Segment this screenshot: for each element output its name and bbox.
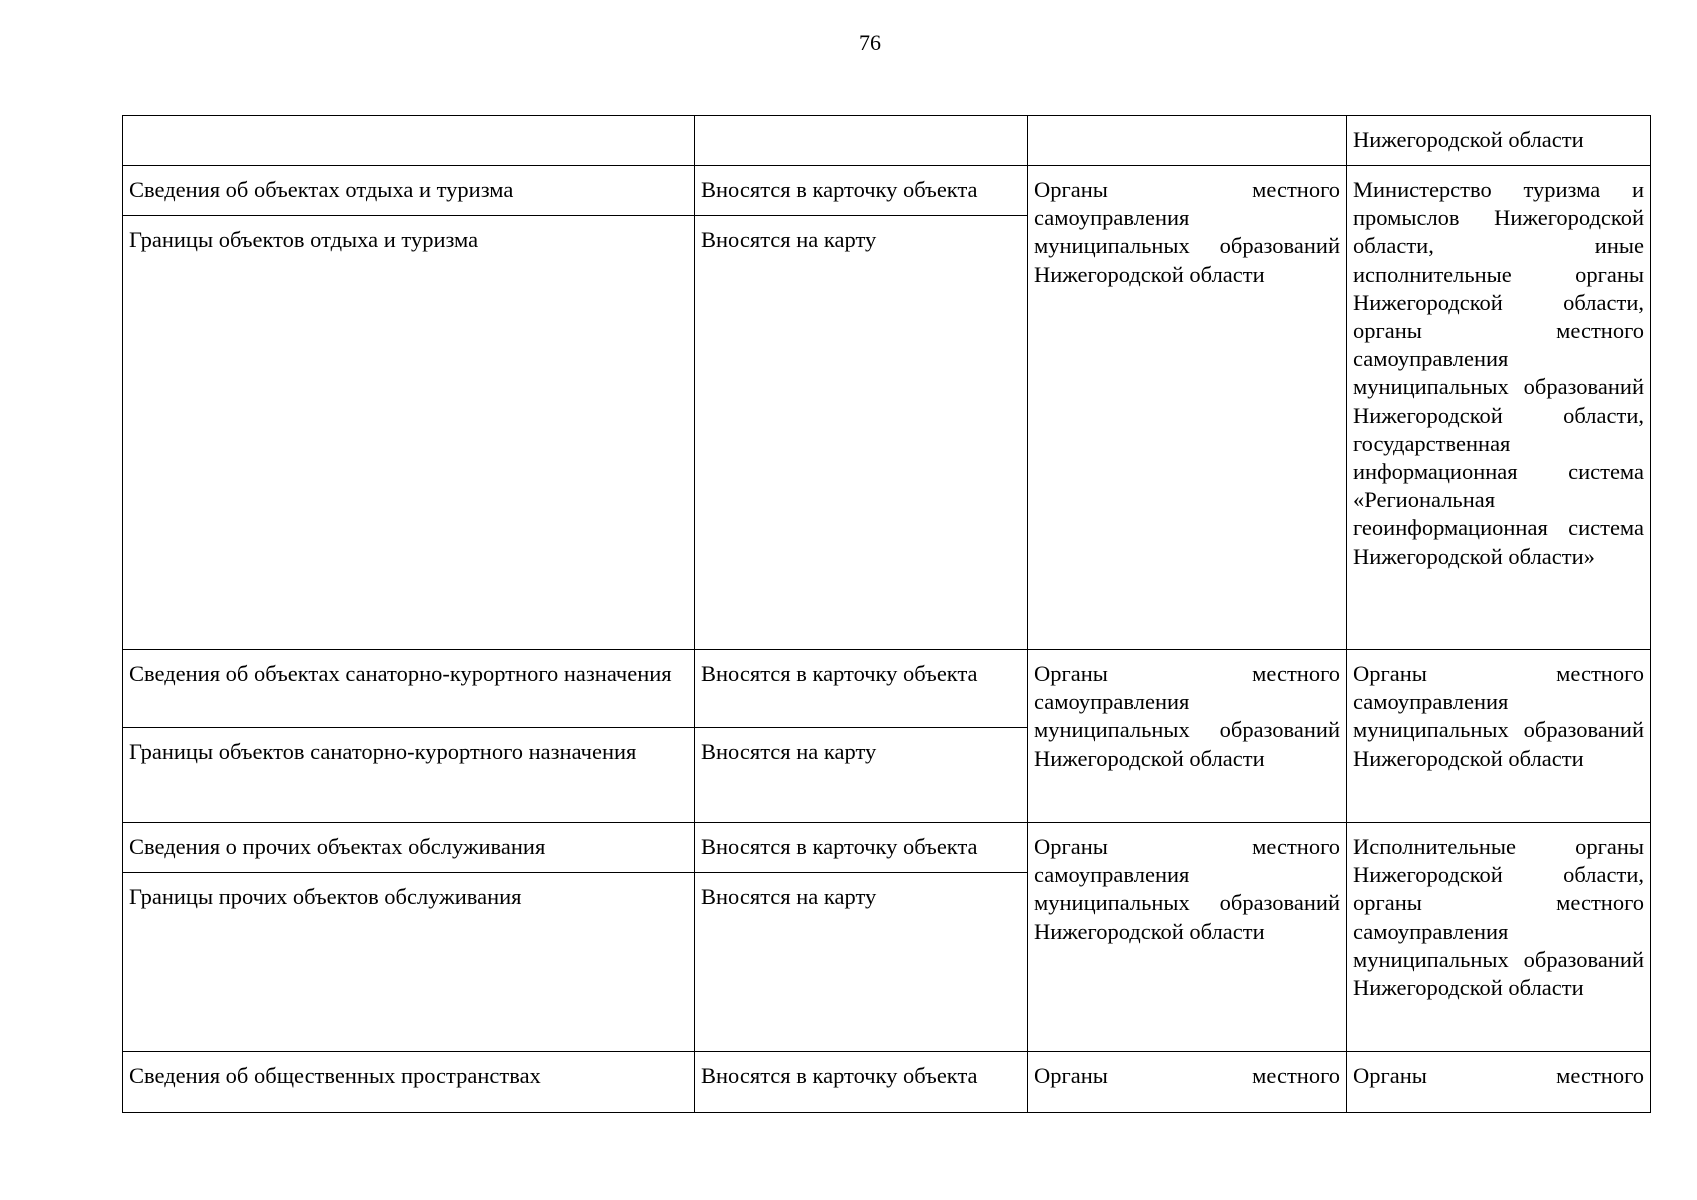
- table-row: [123, 1052, 1651, 1113]
- page-number: 76: [859, 30, 881, 55]
- table-cell: Вносятся в карточку объекта: [695, 1052, 1028, 1113]
- table-cell: Органы местного самоуправления муниципальных образований Нижегородской области: [1347, 650, 1651, 823]
- table-cell: [1028, 1052, 1347, 1113]
- table-cell: [123, 116, 695, 166]
- cell-text: Органы местного: [1034, 1063, 1340, 1088]
- data-table: [122, 115, 1651, 1113]
- table-cell: Вносятся на карту: [695, 216, 1028, 650]
- table-cell: [1028, 116, 1347, 166]
- table-cell: [1347, 1052, 1651, 1113]
- table-cell: Сведения об объектах отдыха и туризма: [123, 166, 695, 216]
- table-cell: Вносятся на карту: [695, 728, 1028, 823]
- table-row: [123, 823, 1651, 873]
- cell-text: Органы местного: [1353, 1063, 1644, 1088]
- table-cell: Исполнительные органы Нижегородской области, органы местного самоуправления муниципальных образований Нижегородской области: [1347, 823, 1651, 1052]
- table-cell: Нижегородской области: [1347, 116, 1651, 166]
- table-cell: Сведения об объектах санаторно-курортного назначения: [123, 650, 695, 728]
- table-cell: Вносятся в карточку объекта: [695, 650, 1028, 728]
- table-cell: Границы объектов санаторно-курортного назначения: [123, 728, 695, 823]
- table-cell: Министерство туризма и промыслов Нижегородской области, иные исполнительные органы Нижегородской области, органы местного самоуправления муниципальных образований Нижегородской области, государственная информационная система «Региональная геоинформационная система Нижегородской области»: [1347, 166, 1651, 650]
- table-cell: Границы прочих объектов обслуживания: [123, 873, 695, 1052]
- table-cell: Органы местного самоуправления муниципальных образований Нижегородской области: [1028, 166, 1347, 650]
- table-cell: Вносятся на карту: [695, 873, 1028, 1052]
- table-row: [123, 116, 1651, 166]
- table-cell: Вносятся в карточку объекта: [695, 823, 1028, 873]
- table-row: [123, 650, 1651, 728]
- table-cell: Сведения об общественных пространствах: [123, 1052, 695, 1113]
- table-cell: Сведения о прочих объектах обслуживания: [123, 823, 695, 873]
- table-cell: Границы объектов отдыха и туризма: [123, 216, 695, 650]
- table-cell: Органы местного самоуправления муниципальных образований Нижегородской области: [1028, 823, 1347, 1052]
- table-cell: Вносятся в карточку объекта: [695, 166, 1028, 216]
- table-row: [123, 166, 1651, 216]
- table-cell: Органы местного самоуправления муниципальных образований Нижегородской области: [1028, 650, 1347, 823]
- table-cell: [695, 116, 1028, 166]
